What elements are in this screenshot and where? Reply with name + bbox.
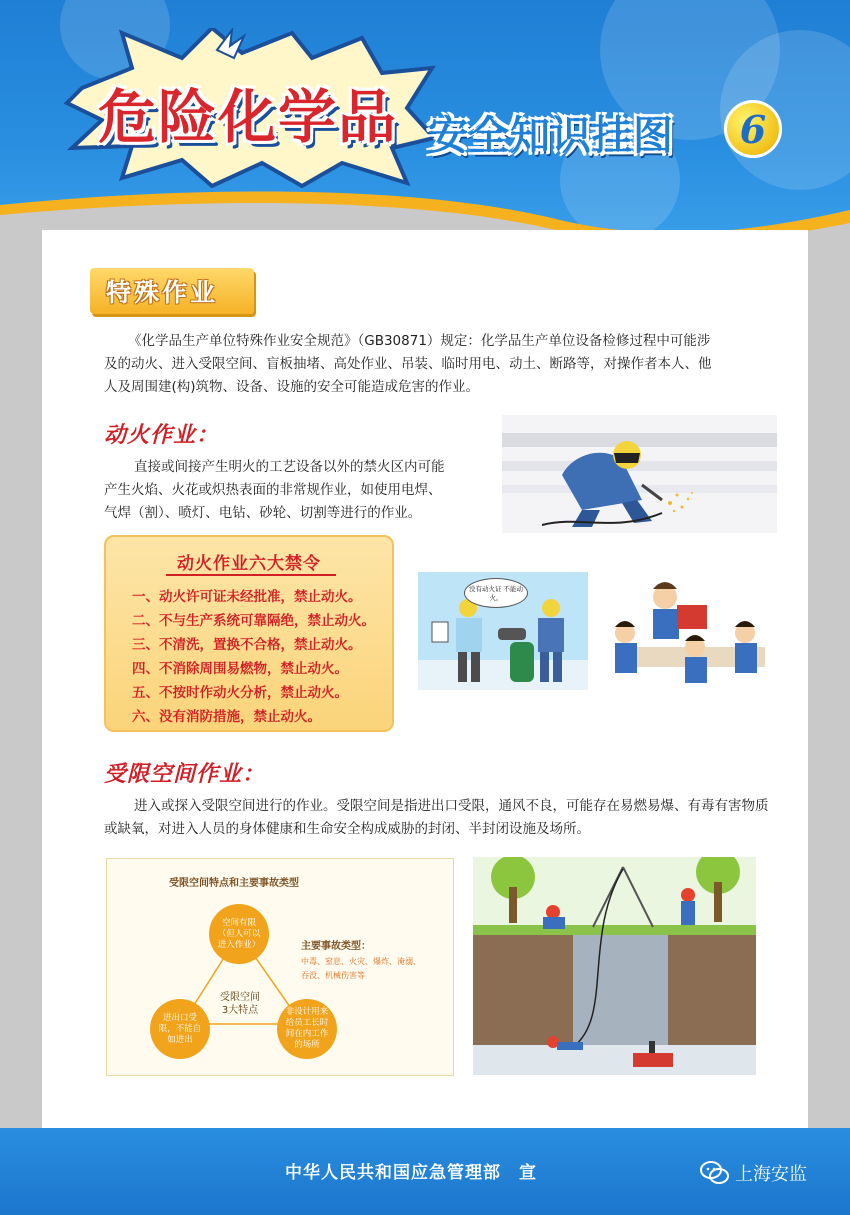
accident-types-line-2: 吞没、机械伤害等 (301, 971, 365, 980)
rule-item: 三、不清洗，置换不合格，禁止动火。 (132, 637, 362, 653)
section-tag-label: 特殊作业 (106, 278, 219, 307)
confined-space-heading: 受限空间作业： (104, 762, 266, 787)
rules-underline (166, 574, 336, 576)
hot-work-line-3: 气焊（割）、喷灯、电钻、砂轮、切割等进行的作业。 (104, 505, 422, 521)
confined-space-illustration (473, 857, 756, 1075)
section-tag (90, 268, 254, 314)
welder-illustration (502, 415, 777, 533)
rule-item: 一、动火许可证未经批准，禁止动火。 (132, 589, 362, 605)
footer-brand: 上海安监 (735, 1164, 807, 1185)
intro-line-2: 及的动火、进入受限空间、盲板抽堵、高处作业、吊装、临时用电、动土、断路等，对操作者本人、他 (104, 356, 712, 372)
accident-types-label: 主要事故类型： (301, 941, 371, 952)
safety-meeting-illustration (605, 577, 773, 687)
diagram-center-line-1: 受限空间 (220, 992, 260, 1003)
poster-number-badge: 6 (724, 100, 782, 158)
diagram-center (200, 991, 280, 1017)
rule-item: 五、不按时作动火分析，禁止动火。 (132, 685, 348, 701)
diagram-center-line-2: 3大特点 (221, 1005, 259, 1016)
rule-item: 六、没有消防措施，禁止动火。 (132, 709, 321, 725)
rule-item: 二、不与生产系统可靠隔绝，禁止动火。 (132, 613, 375, 629)
rules-title: 动火作业六大禁令 (177, 554, 321, 574)
accident-types-line-1: 中毒、窒息、火灾、爆炸、淹溺、 (301, 957, 421, 966)
wechat-icon (700, 1160, 730, 1186)
confined-space-line-1: 进入或探入受限空间进行的作业。受限空间是指进出口受限，通风不良，可能存在易燃易爆、有毒有害物质 (134, 798, 769, 814)
speech-bubble: 没有动火证 不能动火。 (464, 578, 528, 608)
intro-line-3: 人及周围建(构)筑物、设备、设施的安全可能造成危害的作业。 (104, 379, 480, 395)
diagram-circle-top: 空间有限（但人可以进入作业） (209, 904, 269, 964)
diagram-circle-right: 非设计用来给员工长时间在内工作的场所 (277, 999, 337, 1059)
hot-work-rules-box (104, 535, 394, 732)
hot-work-line-2: 产生火焰、火花或炽热表面的非常规作业，如使用电焊、 (104, 482, 442, 498)
diagram-title: 受限空间特点和主要事故类型 (169, 878, 299, 889)
intro-line-1: 《化学品生产单位特殊作业安全规范》（GB30871）规定：化学品生产单位设备检修过程中可能涉 (128, 333, 711, 349)
hot-work-heading: 动火作业： (104, 423, 220, 448)
rule-item: 四、不消除周围易燃物，禁止动火。 (132, 661, 348, 677)
confined-space-diagram (106, 858, 454, 1076)
diagram-circle-left: 进出口受限，不能自如进出 (150, 999, 210, 1059)
confined-space-line-2: 或缺氧，对进入人员的身体健康和生命安全构成威胁的封闭、半封闭设施及场所。 (104, 821, 590, 837)
poster-subtitle: 安全知识挂图 (428, 113, 674, 159)
hot-work-line-1: 直接或间接产生明火的工艺设备以外的禁火区内可能 (134, 459, 445, 475)
footer-issuer: 中华人民共和国应急管理部 宣 (285, 1163, 537, 1183)
poster-title: 危险化学品 (98, 83, 399, 151)
permit-check-illustration (418, 572, 588, 690)
